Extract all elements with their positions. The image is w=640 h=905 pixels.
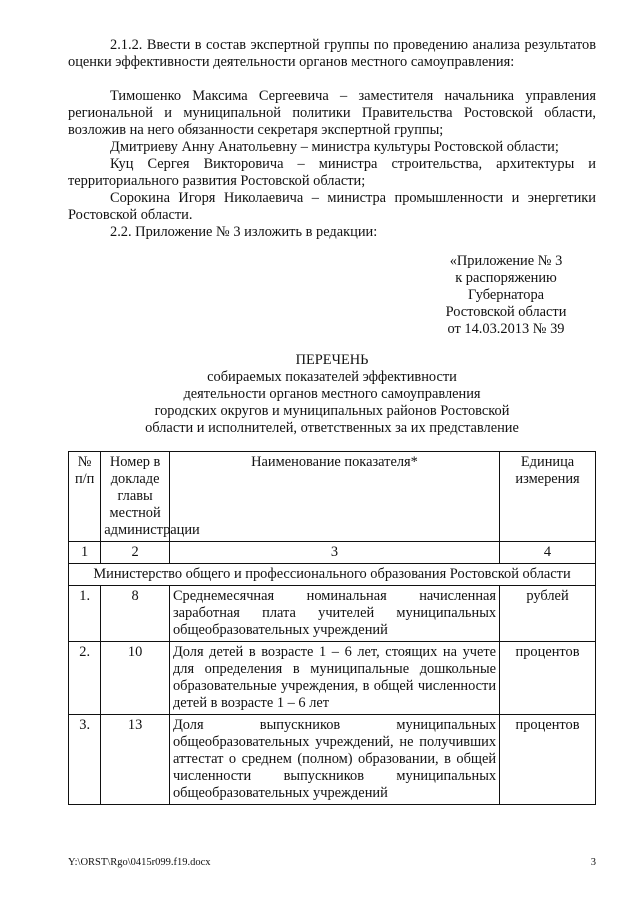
index-cell: 1 (69, 542, 101, 564)
table-header-row (69, 452, 596, 542)
section-title: Министерство общего и профессионального образования Ростовской области (69, 564, 596, 586)
list-heading (68, 352, 596, 437)
row-num: 2. (69, 642, 101, 715)
appendix-line-1: «Приложение № 3 (449, 253, 563, 269)
row-unit: процентов (500, 715, 596, 805)
footer-page-number: 3 (590, 857, 596, 868)
appendix-block (416, 253, 596, 338)
heading-sub-3: городских округов и муниципальных районов Ростовской (154, 403, 510, 419)
heading-sub-2: деятельности органов местного самоуправления (183, 386, 481, 402)
row-unit: процентов (500, 642, 596, 715)
paragraph-dmitrieva: Дмитриеву Анну Анатольевну – министра культуры Ростовской области; (110, 139, 559, 155)
index-cell: 2 (101, 542, 170, 564)
row-unit: рублей (500, 586, 596, 642)
row-indicator-name: Среднемесячная номинальная начисленная заработная плата учителей муниципальных общеобразовательных учреждений (169, 586, 499, 642)
row-report-number: 10 (101, 642, 170, 715)
paragraph-sorokin: Сорокина Игоря Николаевича – министра промышленности и энергетики Ростовской области. (68, 190, 596, 223)
paragraph-2-1-2: 2.1.2. Ввести в состав экспертной группы по проведению анализа результатов оценки эффективности деятельности органов местного самоуправления: (68, 37, 596, 70)
table-row (69, 715, 596, 805)
table-section-row (69, 564, 596, 586)
heading-sub-1: собираемых показателей эффективности (207, 369, 457, 385)
row-indicator-name: Доля детей в возрасте 1 – 6 лет, стоящих на учете для определения в муниципальные дошкольные образовательные учреждения, в общей численности детей в возрасте 1 – 6 лет (169, 642, 499, 715)
table-row (69, 642, 596, 715)
appendix-line-4: Ростовской области (445, 304, 567, 320)
appendix-line-2: к распоряжению (455, 270, 557, 286)
paragraph-timoshenko: Тимошенко Максима Сергеевича – заместителя начальника управления региональной и муниципальной политики Правительства Ростовской области, возложив на него обязанности секретаря экспертной группы; (68, 88, 596, 138)
index-cell: 3 (169, 542, 499, 564)
footer-file-path: Y:\ORST\Rgo\0415r099.f19.docx (68, 857, 211, 868)
header-report-number: Номер в докладе главы местной администрации (101, 452, 170, 542)
heading-title: ПЕРЕЧЕНЬ (295, 352, 369, 368)
table-row (69, 586, 596, 642)
row-indicator-name: Доля выпускников муниципальных общеобразовательных учреждений, не получивших аттестат о среднем (полном) образовании, в общей численности выпускников муниципальных общеобразовательных учреждений (169, 715, 499, 805)
header-num: № п/п (69, 452, 101, 542)
paragraph-kuts: Куц Сергея Викторовича – министра строительства, архитектуры и территориального развития Ростовской области; (68, 156, 596, 189)
indicators-table (68, 451, 596, 805)
row-num: 3. (69, 715, 101, 805)
header-unit: Единица измерения (500, 452, 596, 542)
appendix-line-5: от 14.03.2013 № 39 (447, 321, 565, 337)
appendix-line-3: Губернатора (467, 287, 545, 303)
paragraph-2-2: 2.2. Приложение № 3 изложить в редакции: (110, 224, 378, 240)
header-indicator-name: Наименование показателя* (169, 452, 499, 542)
row-num: 1. (69, 586, 101, 642)
heading-sub-4: области и исполнителей, ответственных за их представление (145, 420, 519, 436)
row-report-number: 8 (101, 586, 170, 642)
index-cell: 4 (500, 542, 596, 564)
table-index-row (69, 542, 596, 564)
row-report-number: 13 (101, 715, 170, 805)
